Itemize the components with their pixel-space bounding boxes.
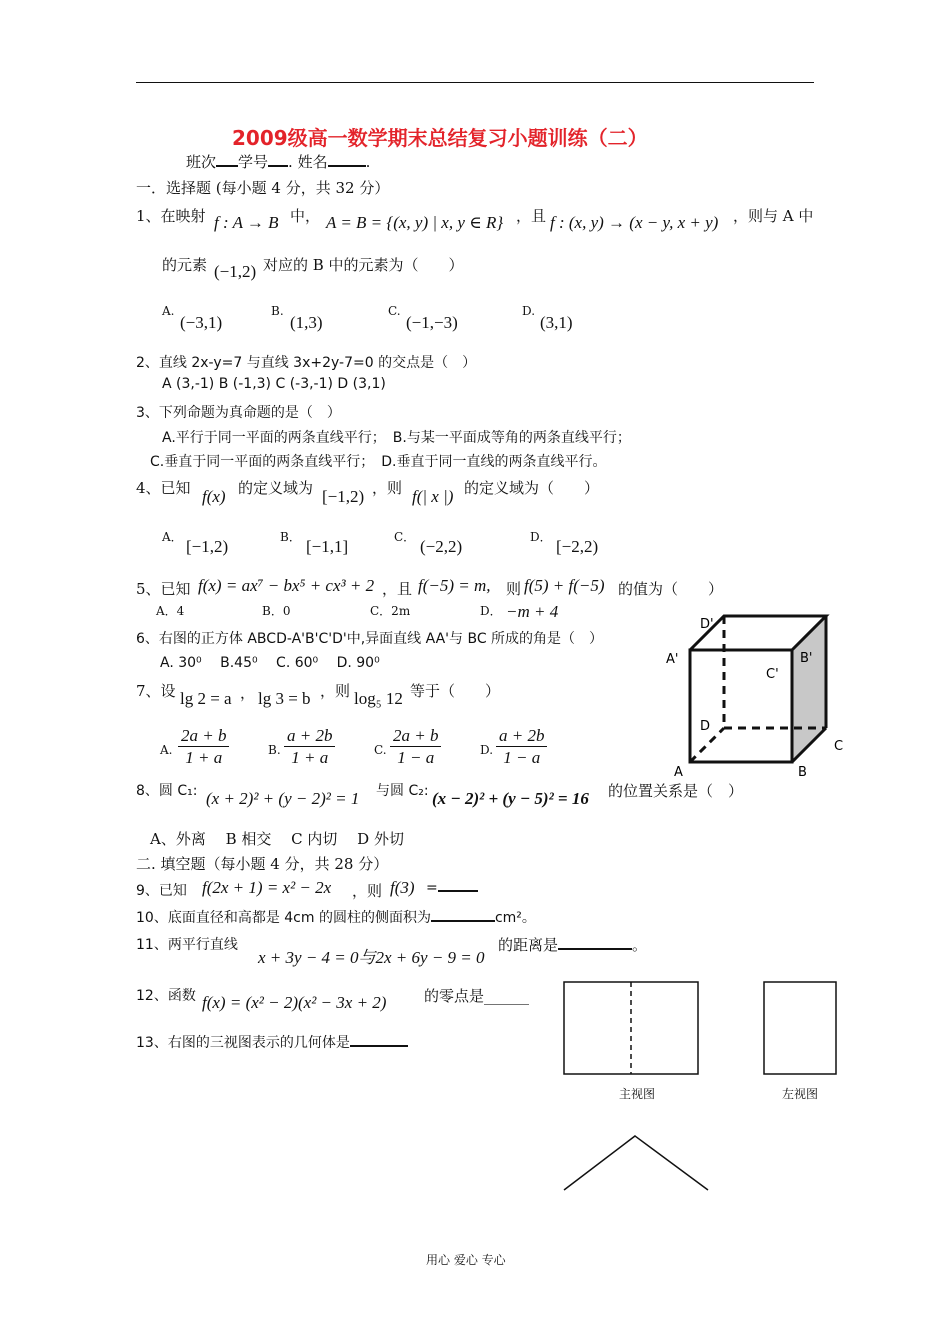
q8-text2: 与圆 C₂: (376, 783, 429, 799)
cube-figure (660, 608, 860, 788)
q4-opt-b[interactable]: [−1,1] (306, 537, 349, 556)
cube-label-A: A (674, 765, 683, 780)
q8-text3: 的位置关系是（ ） (608, 782, 744, 800)
class-label: 班次 (186, 153, 217, 171)
q4-opt-c[interactable]: (−2,2) (420, 537, 463, 556)
q7-text3: ，则 (320, 682, 351, 700)
cube-label-C: C (834, 739, 844, 754)
q6-stem: 6、右图的正方体 ABCD-A'B'C'D'中,异面直线 AA'与 BC 所成的角是（ ） (136, 631, 604, 647)
q4-opt-b-label: B． (280, 530, 301, 544)
q5-opt-b[interactable]: B．0 (262, 604, 291, 618)
section2-heading: 二. 填空题（每小题 4 分，共 28 分） (136, 855, 389, 873)
q1-opt-c[interactable]: (−1,−3) (406, 313, 458, 332)
q4-text1: 4、已知 (136, 479, 191, 497)
q1-opt-b[interactable]: (1,3) (290, 313, 323, 332)
q1-text3: ，且 (516, 207, 547, 225)
q11-text1: 11、两平行直线 (136, 937, 238, 953)
q2-options[interactable]: A (3,-1) B (-1,3) C (-3,-1) D (3,1) (162, 376, 386, 392)
q5-text4: 的值为（ ） (618, 580, 724, 598)
q10-answer-blank[interactable] (431, 920, 495, 922)
q1-math3: f : (x, y) → (x − y, x + y) (550, 213, 719, 232)
cube-label-B: B (798, 765, 807, 780)
q4-opt-d[interactable]: [−2,2) (556, 537, 599, 556)
q1-math4: (−1,2) (214, 262, 257, 281)
q7-text1: 7、设 (136, 682, 176, 700)
q1-math1: f : A → B (214, 213, 279, 232)
q5-text3: 则 (506, 580, 522, 598)
q4-opt-a[interactable]: [−1,2) (186, 537, 229, 556)
q1-opt-d-label: D. (522, 304, 536, 318)
class-blank[interactable] (216, 165, 238, 167)
q7-text2: ， (240, 684, 256, 702)
q5-math3: f(5) + f(−5) (524, 576, 605, 595)
q4-math1: f(x) (202, 487, 226, 506)
q11-answer-blank[interactable] (558, 948, 632, 950)
cube-label-C1: C' (766, 667, 779, 682)
q13-line: 13、右图的三视图表示的几何体是 (136, 1032, 408, 1052)
q4-opt-c-label: C． (394, 530, 416, 544)
q2-stem: 2、直线 2x-y=7 与直线 3x+2y-7=0 的交点是（ ） (136, 355, 477, 371)
q5-math2: f(−5) = m, (418, 576, 491, 595)
q4-text3: ，则 (372, 479, 403, 497)
q11-text2: 的距离是 。 (498, 936, 648, 954)
q5-opt-d[interactable]: −m + 4 (506, 602, 559, 621)
q7-math2: lg 3 = b (258, 689, 311, 708)
q4-math2: [−1,2) (322, 487, 365, 506)
q5-math1: f(x) = ax⁷ − bx⁵ + cx³ + 2 (198, 576, 375, 595)
q4-text4: 的定义域为（ ） (464, 479, 600, 497)
q1-text6: 对应的 B 中的元素为（ ） (263, 256, 464, 274)
q12-math1: f(x) = (x² − 2)(x² − 3x + 2) (202, 993, 387, 1012)
q7-math3: log₅ 12 (354, 689, 403, 708)
name-blank[interactable] (328, 165, 366, 167)
q7-opt-d-label: D. (480, 743, 494, 757)
q1-math2: A = B = {(x, y) | x, y ∈ R} (326, 213, 504, 232)
q9-math1: f(2x + 1) = x² − 2x (202, 878, 332, 897)
q8-text1: 8、圆 C₁: (136, 783, 198, 799)
q7-opt-a-label: A. (160, 743, 173, 757)
page-title: 2009级高一数学期末总结复习小题训练（二） (232, 126, 648, 150)
cube-label-D1: D' (700, 617, 714, 632)
page-footer: 用心 爱心 专心 (426, 1253, 506, 1267)
q9-text2: ，则 (352, 882, 383, 900)
q1-opt-a[interactable]: (−3,1) (180, 313, 223, 332)
q7-opt-b-label: B. (268, 743, 281, 757)
q1-text5: 的元素 (162, 256, 208, 274)
q3-line2[interactable]: C.垂直于同一平面的两条直线平行； D.垂直于同一直线的两条直线平行。 (150, 454, 607, 470)
side-view-label: 左视图 (782, 1087, 819, 1101)
top-view (564, 1136, 708, 1190)
q5-opt-a[interactable]: A．4 (156, 604, 185, 618)
q5-text1: 5、已知 (136, 580, 191, 598)
q5-opt-d-label: D． (480, 604, 502, 618)
q5-text2: ，且 (382, 580, 413, 598)
q1-opt-d[interactable]: (3,1) (540, 313, 573, 332)
q3-line1[interactable]: A.平行于同一平面的两条直线平行； B.与某一平面成等角的两条直线平行； (162, 430, 631, 446)
q1-line1: 1、在映射 (136, 207, 206, 225)
q8-options[interactable]: A、外离 B 相交 C 内切 D 外切 (150, 830, 404, 848)
name-label: . 姓名 (288, 153, 328, 171)
q9-text1: 9、已知 (136, 883, 187, 899)
q7-opt-c-label: C. (374, 743, 387, 757)
q4-opt-a-label: A． (162, 530, 183, 544)
section1-heading: 一．选择题 (每小题 4 分，共 32 分） (136, 179, 390, 197)
q10-line: 10、底面直径和高都是 4cm 的圆柱的侧面积为 cm²。 (136, 910, 536, 926)
cube-label-B1: B' (800, 651, 813, 666)
id-label: 学号 (238, 153, 269, 171)
q7-opt-b[interactable]: $\frac{a + 2b}{1 + a}$ (284, 726, 335, 769)
q4-text2: 的定义域为 (238, 479, 314, 497)
q1-text4: ，则与 A 中 (733, 207, 814, 225)
q9-text3: = (426, 880, 478, 896)
q7-opt-c[interactable]: $\frac{2a + b}{1 - a}$ (390, 726, 441, 769)
q13-answer-blank[interactable] (350, 1045, 408, 1047)
q8-math1: (x + 2)² + (y − 2)² = 1 (206, 789, 360, 808)
side-view (764, 982, 836, 1074)
q11-math1: x + 3y − 4 = 0与2x + 6y − 9 = 0 (258, 948, 485, 967)
q12-text1: 12、函数 (136, 988, 196, 1004)
q4-opt-d-label: D． (530, 530, 552, 544)
id-blank[interactable] (268, 165, 288, 167)
q1-text2: 中， (290, 207, 321, 225)
cube-label-A1: A' (666, 652, 679, 667)
q3-stem: 3、下列命题为真命题的是（ ） (136, 405, 341, 421)
q7-opt-a[interactable]: $\frac{2a + b}{1 + a}$ (178, 726, 229, 769)
cube-label-D: D (700, 719, 711, 734)
q1-opt-a-label: A. (162, 304, 175, 318)
front-view-label: 主视图 (619, 1087, 656, 1101)
q5-opt-c[interactable]: C．2m (370, 604, 411, 618)
q1-opt-c-label: C. (388, 304, 401, 318)
q12-text2: 的零点是______ (424, 987, 530, 1005)
cube-right-face (792, 616, 826, 762)
q7-opt-d[interactable]: $\frac{a + 2b}{1 - a}$ (496, 726, 547, 769)
q7-math1: lg 2 = a (180, 689, 232, 708)
q6-options[interactable]: A. 30⁰ B.45⁰ C. 60⁰ D. 90⁰ (160, 655, 380, 671)
q9-math2: f(3) (390, 878, 415, 897)
q9-answer-blank[interactable] (438, 890, 478, 892)
student-info-line: 班次 学号 . 姓名 . (186, 153, 371, 171)
q4-math3: f(| x |) (412, 487, 454, 506)
q7-text4: 等于（ ） (410, 682, 501, 700)
q8-math2: (x − 2)² + (y − 5)² = 16 (432, 789, 589, 808)
header-rule (136, 82, 814, 83)
q1-opt-b-label: B. (271, 304, 284, 318)
